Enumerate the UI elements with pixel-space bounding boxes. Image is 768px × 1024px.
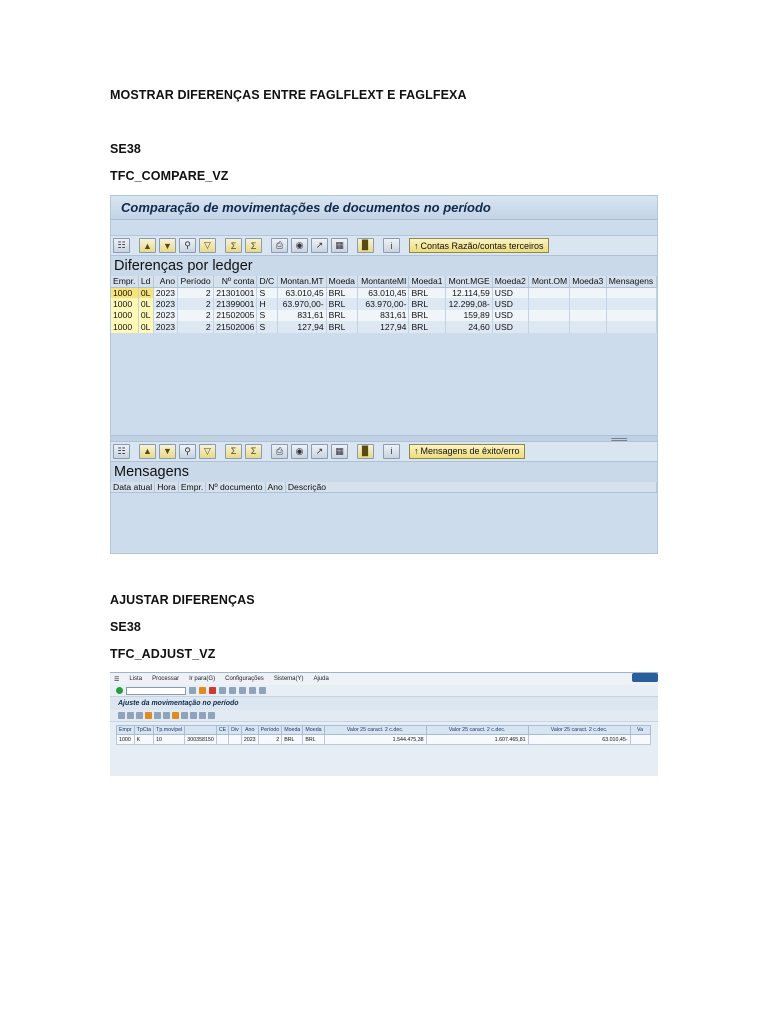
table-cell: 2023 — [153, 287, 177, 298]
column-header[interactable]: Moeda1 — [409, 276, 446, 287]
subtotal-icon[interactable]: Σ — [245, 238, 262, 253]
column-header[interactable]: Descrição — [285, 482, 656, 493]
table-cell — [529, 287, 570, 298]
menu-item[interactable]: Processar — [152, 676, 180, 682]
sap-adjust-screenshot — [110, 672, 658, 776]
next-page-icon[interactable] — [199, 712, 206, 719]
info-icon[interactable]: i — [383, 444, 400, 459]
table-cell: BRL — [326, 310, 358, 321]
table-cell: 300358150 — [185, 735, 217, 745]
column-header[interactable]: Tp.mov/pel — [154, 726, 185, 735]
table-cell — [570, 287, 607, 298]
screen-title: Comparação de movimentações de documentos no período — [111, 196, 657, 220]
table-cell — [529, 298, 570, 309]
sort-descending-icon[interactable]: ▼ — [159, 444, 176, 459]
column-header[interactable]: Empr. — [178, 482, 205, 493]
table-cell: BRL — [282, 735, 303, 745]
gl-accounts-button[interactable]: ↑ Contas Razão/contas terceiros — [409, 238, 549, 253]
table-cell: 21502006 — [213, 321, 257, 332]
tcode-label-2: SE38 — [110, 620, 141, 634]
section-title-ledger: Diferenças por ledger — [114, 258, 253, 274]
splitter[interactable]: ===== — [111, 435, 657, 442]
table-cell: BRL — [326, 321, 358, 332]
messages-button[interactable]: ↑ Mensagens de êxito/erro — [409, 444, 525, 459]
table-cell: 127,94 — [358, 321, 409, 332]
view-icon[interactable]: ◉ — [291, 444, 308, 459]
table-cell: 2 — [178, 321, 214, 332]
table-cell: 63.970,00- — [277, 298, 326, 309]
menu-item[interactable]: Ajuda — [313, 676, 329, 682]
sort-descending-icon[interactable]: ▼ — [159, 238, 176, 253]
table-cell — [216, 735, 228, 745]
program-name-1: TFC_COMPARE_VZ — [110, 169, 229, 183]
messages-table — [111, 482, 657, 494]
table-cell: 1000 — [111, 310, 138, 321]
layout-icon[interactable]: ▦ — [331, 444, 348, 459]
table-cell: USD — [492, 321, 529, 332]
table-cell: 1000 — [111, 321, 138, 332]
column-header[interactable]: Empr — [117, 726, 135, 735]
enter-icon[interactable] — [116, 687, 123, 694]
layout-icon[interactable]: ▦ — [331, 238, 348, 253]
menu-item[interactable]: Ir para(G) — [189, 676, 216, 682]
details-icon[interactable]: ☷ — [113, 444, 130, 459]
command-bar — [110, 685, 658, 697]
table-cell: 2023 — [153, 321, 177, 332]
help-icon[interactable] — [259, 687, 266, 694]
print-icon[interactable] — [154, 712, 161, 719]
table-cell: 831,61 — [277, 310, 326, 321]
column-header[interactable]: Moeda3 — [570, 276, 607, 287]
table-cell — [529, 321, 570, 332]
details-icon[interactable]: ☷ — [113, 238, 130, 253]
column-header[interactable]: Valor 25 caract. 2 c.dec. — [426, 726, 528, 735]
table-cell: 1000 — [111, 287, 138, 298]
column-header[interactable] — [185, 726, 217, 735]
menu-item[interactable]: Configurações — [225, 676, 264, 682]
column-header[interactable]: Período — [178, 276, 214, 287]
column-header[interactable]: Moeda2 — [492, 276, 529, 287]
column-header[interactable]: Div — [229, 726, 242, 735]
sort-ascending-icon[interactable]: ▲ — [139, 238, 156, 253]
print-icon[interactable]: ⎙ — [271, 444, 288, 459]
sum-icon[interactable]: Σ — [225, 444, 242, 459]
table-cell: 2023 — [153, 298, 177, 309]
graphic-icon[interactable] — [172, 712, 179, 719]
arrow-up-icon: ↑ — [414, 446, 419, 457]
find-icon[interactable]: ⚲ — [179, 238, 196, 253]
layout-icon[interactable] — [249, 687, 256, 694]
column-header[interactable]: Ano — [241, 726, 258, 735]
column-header[interactable]: Montan.MT — [277, 276, 326, 287]
find-icon[interactable] — [229, 687, 236, 694]
graphic-icon[interactable]: ▉ — [357, 238, 374, 253]
table-row[interactable] — [111, 310, 657, 321]
menu-item[interactable]: Sistema(Y) — [273, 676, 304, 682]
first-page-icon[interactable] — [181, 712, 188, 719]
table-cell: 2023 — [153, 310, 177, 321]
filter-icon[interactable]: ▽ — [199, 238, 216, 253]
table-cell: 21502005 — [213, 310, 257, 321]
menu-item[interactable]: Lista — [129, 676, 143, 682]
table-cell: K — [134, 735, 153, 745]
column-header[interactable]: Mont.MGE — [446, 276, 493, 287]
table-cell — [570, 298, 607, 309]
table-row[interactable] — [111, 287, 657, 298]
column-header[interactable]: Ano — [153, 276, 177, 287]
table-cell — [529, 310, 570, 321]
table-cell: 0L — [138, 287, 153, 298]
page-icon[interactable] — [239, 687, 246, 694]
table-cell — [606, 310, 656, 321]
table-cell: S — [257, 310, 277, 321]
table-cell: 21301001 — [213, 287, 257, 298]
adjust-table — [116, 725, 651, 745]
table-cell: 12.299,08- — [446, 298, 493, 309]
subtotal-icon[interactable]: Σ — [245, 444, 262, 459]
window-controls[interactable] — [632, 673, 658, 682]
column-header[interactable]: Mensagens — [606, 276, 656, 287]
column-header[interactable]: Nº documento — [206, 482, 265, 493]
heading-adjust-differences: AJUSTAR DIFERENÇAS — [110, 593, 255, 607]
table-cell: 2 — [258, 735, 282, 745]
table-row[interactable] — [111, 321, 657, 332]
column-header[interactable]: Empr. — [111, 276, 138, 287]
table-cell: BRL — [409, 298, 446, 309]
column-header[interactable]: Período — [258, 726, 282, 735]
column-header[interactable]: MontanteMI — [358, 276, 409, 287]
table-cell: 0L — [138, 321, 153, 332]
table-cell — [570, 321, 607, 332]
find-icon[interactable]: ⚲ — [179, 444, 196, 459]
column-header[interactable]: Hora — [155, 482, 179, 493]
table-cell: 1.544.475,38 — [324, 735, 426, 745]
table-cell: 2 — [178, 310, 214, 321]
column-header[interactable]: Nº conta — [213, 276, 257, 287]
table-cell: USD — [492, 298, 529, 309]
table-cell: 1000 — [117, 735, 135, 745]
table-cell — [570, 310, 607, 321]
table-cell: 831,61 — [358, 310, 409, 321]
table-cell: 1.607.465,81 — [426, 735, 528, 745]
sum-icon[interactable] — [145, 712, 152, 719]
table-cell: 63.010,45- — [528, 735, 630, 745]
table-cell: 24,60 — [446, 321, 493, 332]
arrow-up-icon: ↑ — [414, 240, 419, 251]
table-cell: 127,94 — [277, 321, 326, 332]
table-cell: BRL — [303, 735, 324, 745]
column-header[interactable]: Ano — [265, 482, 285, 493]
export-icon[interactable]: ↗ — [311, 238, 328, 253]
table-cell: BRL — [409, 321, 446, 332]
table-cell — [606, 287, 656, 298]
section-title-messages: Mensagens — [114, 463, 189, 480]
table-cell: 10 — [154, 735, 185, 745]
sort-ascending-icon[interactable]: ▲ — [139, 444, 156, 459]
column-header[interactable]: D/C — [257, 276, 277, 287]
table-cell — [229, 735, 242, 745]
cancel-icon[interactable] — [209, 687, 216, 694]
table-cell: 0L — [138, 298, 153, 309]
graphic-icon[interactable]: ▉ — [357, 444, 374, 459]
column-header[interactable]: Data atual — [111, 482, 155, 493]
sort-icon[interactable] — [127, 712, 134, 719]
column-header[interactable]: Valor 25 caract. 2 c.dec. — [528, 726, 630, 735]
table-cell: 0L — [138, 310, 153, 321]
column-header[interactable]: Va — [630, 726, 650, 735]
table-cell: BRL — [409, 287, 446, 298]
alv-toolbar-ledger — [111, 236, 657, 256]
column-header[interactable]: Ld — [138, 276, 153, 287]
table-cell: 159,89 — [446, 310, 493, 321]
table-cell: BRL — [326, 287, 358, 298]
table-cell: 21399001 — [213, 298, 257, 309]
menu-bar — [110, 673, 658, 685]
export-icon[interactable]: ↗ — [311, 444, 328, 459]
column-header[interactable]: CE — [216, 726, 228, 735]
save-icon[interactable] — [189, 687, 196, 694]
column-header[interactable]: Valor 25 caract. 2 c.dec. — [324, 726, 426, 735]
alv-toolbar-messages — [111, 442, 657, 462]
sum-icon[interactable]: Σ — [225, 238, 242, 253]
table-cell: USD — [492, 287, 529, 298]
prev-page-icon[interactable] — [190, 712, 197, 719]
info-icon[interactable]: i — [383, 238, 400, 253]
print-icon[interactable] — [219, 687, 226, 694]
table-cell: BRL — [409, 310, 446, 321]
table-cell: 2023 — [241, 735, 258, 745]
last-page-icon[interactable] — [208, 712, 215, 719]
table-cell: S — [257, 287, 277, 298]
heading-show-differences: MOSTRAR DIFERENÇAS ENTRE FAGLFLEXT E FAGLFEXA — [110, 88, 467, 102]
details-icon[interactable] — [118, 712, 125, 719]
table-cell: 63.970,00- — [358, 298, 409, 309]
table-cell: 63.010,45 — [358, 287, 409, 298]
menu-icon[interactable]: ☰ — [114, 676, 120, 683]
table-cell: 63.010,45 — [277, 287, 326, 298]
table-row[interactable] — [111, 298, 657, 309]
column-header[interactable]: Moeda — [282, 726, 303, 735]
table-cell — [606, 298, 656, 309]
table-cell: BRL — [326, 298, 358, 309]
screen-title-2: Ajuste da movimentação no período — [110, 697, 658, 710]
command-field[interactable] — [126, 687, 186, 695]
table-cell: 12.114,59 — [446, 287, 493, 298]
table-cell: 2 — [178, 298, 214, 309]
column-header[interactable]: TpCta — [134, 726, 153, 735]
table-cell — [630, 735, 650, 745]
table-cell: S — [257, 321, 277, 332]
back-icon[interactable] — [199, 687, 206, 694]
view-icon[interactable]: ◉ — [291, 238, 308, 253]
table-cell: USD — [492, 310, 529, 321]
print-icon[interactable]: ⎙ — [271, 238, 288, 253]
table-cell — [606, 321, 656, 332]
table-cell: 2 — [178, 287, 214, 298]
filter-icon[interactable]: ▽ — [199, 444, 216, 459]
program-name-2: TFC_ADJUST_VZ — [110, 647, 216, 661]
table-cell: H — [257, 298, 277, 309]
table-cell: 1000 — [111, 298, 138, 309]
tcode-label-1: SE38 — [110, 142, 141, 156]
column-header[interactable]: Mont.OM — [529, 276, 570, 287]
sap-compare-screenshot — [110, 195, 658, 554]
filter-icon[interactable] — [136, 712, 143, 719]
column-header[interactable]: Moeda — [303, 726, 324, 735]
differences-table — [111, 276, 657, 333]
column-header[interactable]: Moeda — [326, 276, 358, 287]
alv-toolbar-adjust — [110, 710, 658, 722]
export-icon[interactable] — [163, 712, 170, 719]
